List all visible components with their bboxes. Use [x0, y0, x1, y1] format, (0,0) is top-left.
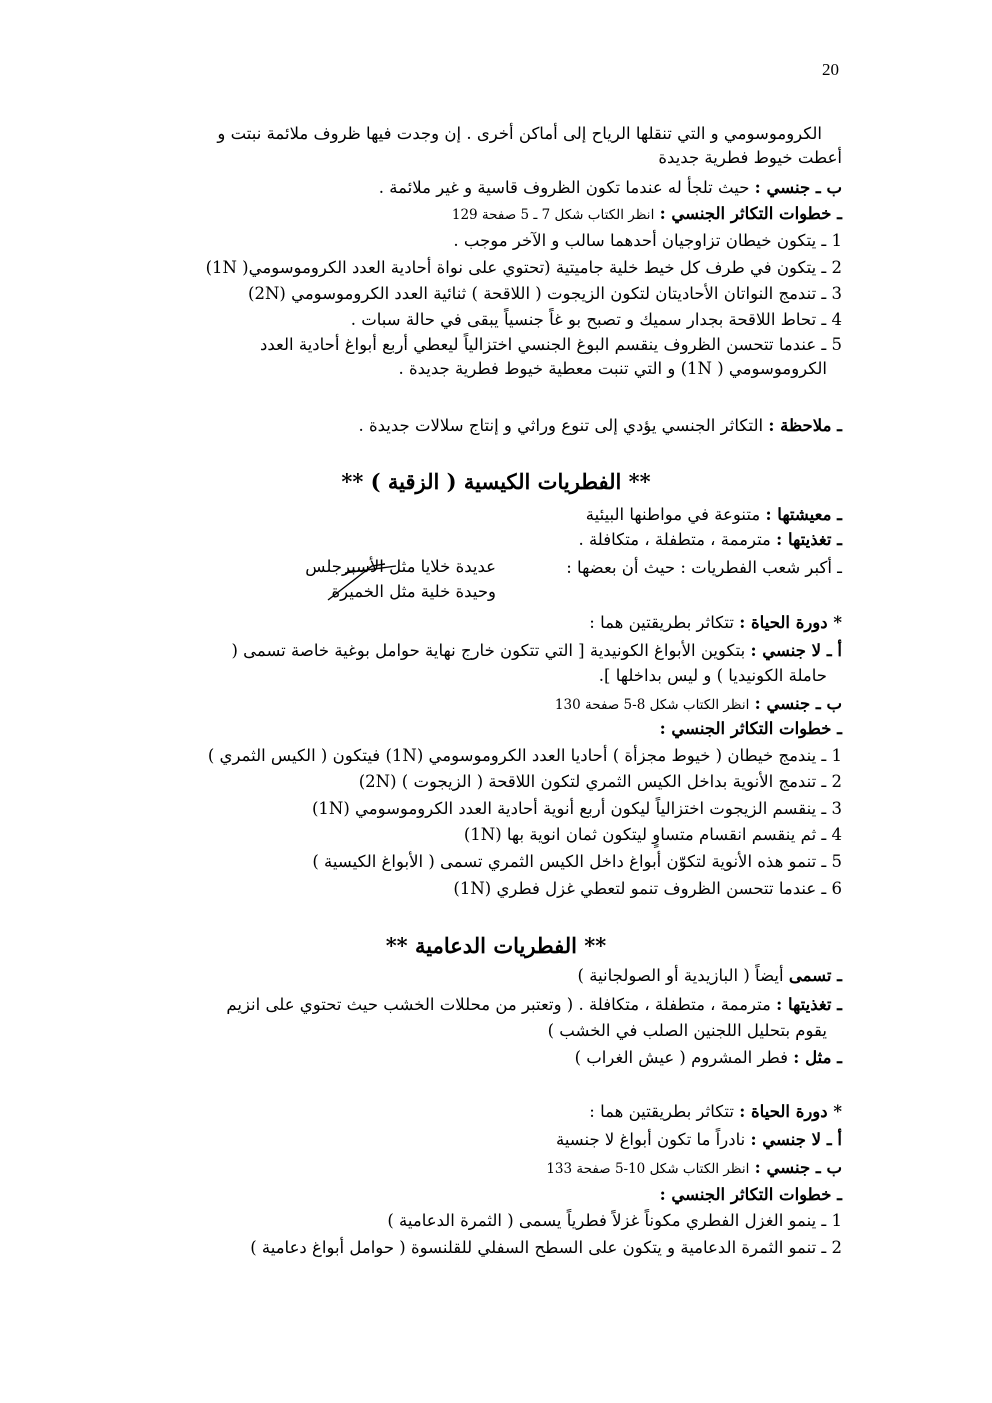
sac-step: 6 ـ عندما تتحسن الظروف تنمو لتعطي غزل فطري (1N): [453, 879, 842, 898]
club-nutrition-line-2: يقوم بتحليل اللجنين الصلب في الخشب ): [547, 1021, 827, 1040]
club-step: 1 ـ ينمو الغزل الفطري مكوناً غزلاً فطرياً يسمى ( الثمرة الدعامية ): [387, 1211, 842, 1230]
sac-sexual-line: [140, 693, 842, 716]
life-cycle-label: * دورة الحياة :: [739, 1102, 842, 1121]
club-example-line: [140, 1047, 842, 1069]
sac-steps-heading: [140, 718, 842, 740]
steps-label: ـ خطوات التكاثر الجنسي :: [659, 204, 842, 223]
sac-fungi-title: ** الفطريات الكيسية ( الزقية ) **: [341, 469, 651, 494]
example-label: ـ مثل :: [793, 1048, 842, 1067]
intro-step: 5 ـ عندما تتحسن الظروف ينقسم البوغ الجنسي اختزالياً ليعطي أربع أبواغ أحادية العدد: [260, 335, 842, 354]
sac-step: 5 ـ تنمو هذه الأنوية لتكوّن أبواغ داخل الكيس الثمري تسمى ( الأبواغ الكيسية ): [312, 852, 842, 871]
club-steps-heading: [140, 1184, 842, 1206]
nutrition-text: مترممة ، متطفلة ، متكافلة . ( وتعتبر من محللات الخشب حيث تحتوي على انزيم: [226, 995, 771, 1014]
club-fungi-title: ** الفطريات الدعامية **: [385, 933, 607, 958]
sexual-reference: انظر الكتاب شكل 8-5 صفحة 130: [554, 697, 750, 713]
intro-line-1: الكروموسومي و التي تنقلها الرياح إلى أماكن أخرى . إن وجدت فيها ظروف ملائمة نبتت و: [217, 124, 822, 143]
intro-line-2: أعطت خيوط فطرية جديدة: [658, 148, 842, 167]
sac-step: 3 ـ ينقسم الزيجوت اختزالياً ليكون أربع أنوية أحادية العدد الكروموسومي (1N): [311, 799, 842, 818]
asexual-label: أ ـ لا جنسي :: [750, 641, 842, 660]
unicellular-example: وحيدة خلية مثل الخميرة: [331, 582, 496, 601]
note-text: التكاثر الجنسي يؤدي إلى تنوع وراثي و إنتاج سلالات جديدة .: [358, 416, 764, 435]
example-text: فطر المشروم ( عيش الغراب ): [574, 1048, 789, 1067]
sexual-label: ب ـ جنسي :: [754, 1158, 842, 1177]
named-label: ـ تسمى: [788, 966, 842, 985]
sac-asexual-line: [140, 640, 842, 662]
club-nutrition-line: [140, 994, 842, 1016]
nutrition-text: مترممة ، متطفلة ، متكافلة .: [578, 530, 771, 549]
sexual-label: ب ـ جنسي :: [754, 178, 842, 197]
intro-step: 2 ـ يتكون في طرف كل خيط خلية جاميتية (تحتوي على نواة أحادية العدد الكروموسومي( 1N): [205, 258, 842, 277]
asexual-text: بتكوين الأبواغ الكونيدية [ التي تتكون خارج نهاية حوامل بوغية خاصة تسمى (: [231, 641, 746, 660]
steps-label: ـ خطوات التكاثر الجنسي :: [659, 719, 842, 738]
intro-step: 1 ـ يتكون خيطان تزاوجيان أحدهما سالب و الآخر موجب .: [453, 231, 842, 250]
life-cycle-text: تتكاثر بطريقتين هما :: [589, 1102, 734, 1121]
asexual-label: أ ـ لا جنسي :: [750, 1130, 842, 1149]
intro-step: 3 ـ تندمج النواتان الأحاديتان لتكون الزيجوت ( اللاقحة ) ثنائية العدد الكروموسومي (2N): [248, 284, 842, 303]
sexual-reference: انظر الكتاب شكل 10-5 صفحة 133: [546, 1161, 750, 1177]
page-number: 20: [822, 60, 839, 79]
sexual-label: ب ـ جنسي :: [754, 694, 842, 713]
club-named-line: [140, 965, 842, 987]
sac-step: 4 ـ ثم ينقسم انقسام متساوٍ ليتكون ثمان انوية بها (1N): [463, 825, 842, 844]
intro-step: الكروموسومي ( 1N) و التي تنبت معطية خيوط فطرية جديدة .: [398, 359, 827, 378]
life-cycle-text: تتكاثر بطريقتين هما :: [589, 613, 734, 632]
multicellular-example: عديدة خلايا مثل الأسبرجلس: [305, 557, 496, 576]
sac-largest-line: ـ أكبر شعب الفطريات : حيث أن بعضها :: [566, 558, 842, 577]
habitat-label: ـ معيشتها :: [765, 505, 842, 524]
steps-reference: انظر الكتاب شكل 7 ـ 5 صفحة 129: [451, 207, 655, 223]
club-life-cycle-line: [140, 1101, 842, 1123]
asexual-text: نادراً ما تكون أبواغ لا جنسية: [555, 1130, 746, 1149]
named-text: أيضاً ( البازيدية أو الصولجانية ): [577, 966, 784, 985]
sac-step: 1 ـ يندمج خيطان ( خيوط مجزأة ) أحاديا العدد الكروموسومي (1N) فيتكون ( الكيس الثمري ): [207, 746, 842, 765]
intro-step: 4 ـ تحاط اللاقحة بجدار سميك و تصبح بو غاً جنسياً يبقى في حالة سبات .: [350, 310, 842, 329]
nutrition-label: ـ تغذيتها :: [776, 530, 842, 549]
note-label: ـ ملاحظة :: [768, 416, 842, 435]
life-cycle-label: * دورة الحياة :: [739, 613, 842, 632]
sexual-text: حيث تلجأ له عندما تكون الظروف قاسية و غير ملائمة .: [378, 178, 750, 197]
club-asexual-line: [140, 1129, 842, 1151]
sac-life-cycle-line: [140, 612, 842, 634]
sac-step: 2 ـ تندمج الأنوية بداخل الكيس الثمري لتكون اللاقحة ( الزيجوت ) (2N): [358, 772, 842, 791]
club-step: 2 ـ تنمو الثمرة الدعامية و يتكون على السطح السفلي للقلنسوة ( حوامل أبواغ دعامية ): [250, 1238, 842, 1257]
habitat-text: متنوعة في مواطنها البيئية: [585, 505, 761, 524]
nutrition-label: ـ تغذيتها :: [776, 995, 842, 1014]
sac-asexual-line-2: حاملة الكونيديا ) و ليس بداخلها ].: [598, 666, 827, 685]
steps-label: ـ خطوات التكاثر الجنسي :: [659, 1185, 842, 1204]
club-sexual-line: [140, 1157, 842, 1180]
